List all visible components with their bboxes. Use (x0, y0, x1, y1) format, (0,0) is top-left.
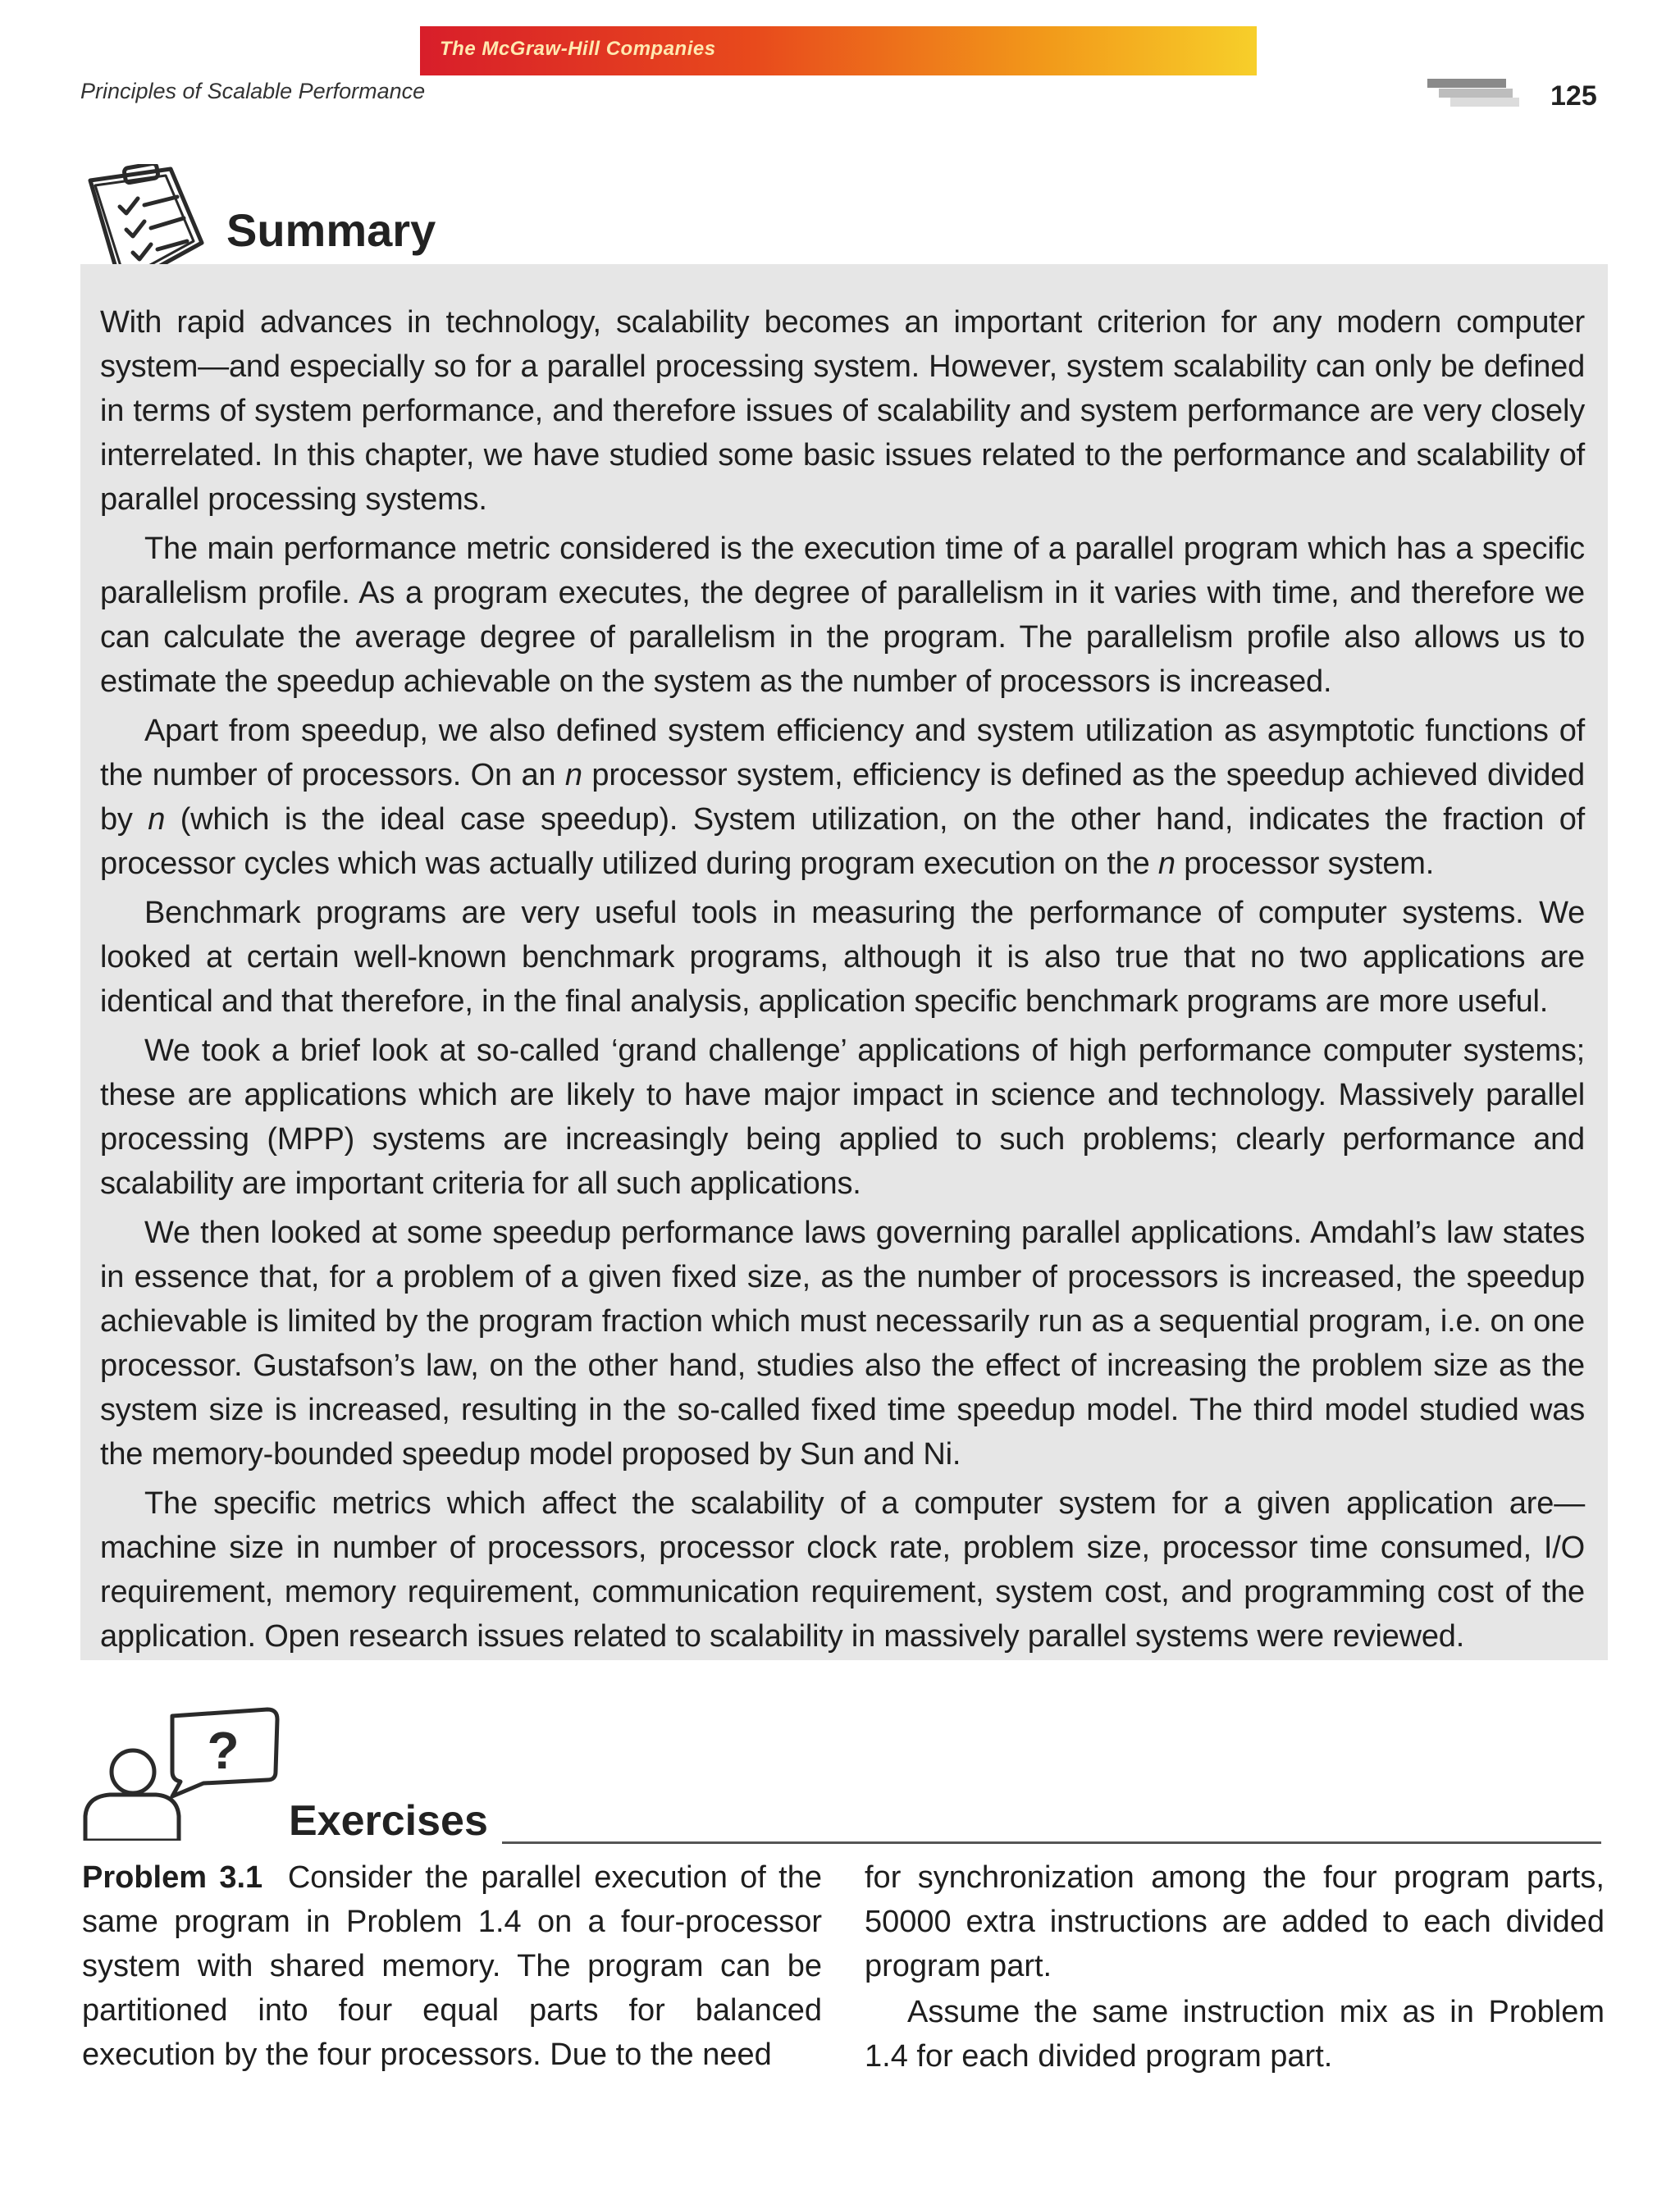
exercises-left-column (82, 1855, 822, 2079)
summary-paragraph-6: We then looked at some speedup performance laws governing parallel applications. Amdahl’s law states in essence that, for a problem of a given fixed size, as the number of processors is increased, the speedup achievable is limited by the program fraction which must necessarily run as a sequential program, i.e. on one processor. Gustafson’s law, on the other hand, studies also the effect of increasing the problem size as the system size is increased, resulting in the so-called fixed time speedup model. The third model studied was the memory-bounded speedup model proposed by Sun and Ni. (100, 1216, 1585, 1472)
summary-paragraph-1: With rapid advances in technology, scalability becomes an important criterion for any modern computer system—and especially so for a parallel processing system. However, system scalability can only be defined in terms of system performance, and therefore issues of scalability and system performance are very closely interrelated. In this chapter, we have studied some basic issues related to the performance and scalability of parallel processing systems. (100, 305, 1585, 517)
page-tab-decoration (1427, 79, 1519, 107)
summary-paragraph-2: The main performance metric considered is the execution time of a parallel program which has a specific parallelism profile. As a program executes, the degree of parallelism in it varies with time, and therefore we can calculate the average degree of parallelism in the program. The parallelism profile also allows us to estimate the speedup achievable on the system as the number of processors is increased. (100, 532, 1585, 699)
problem-label: Problem 3.1 (82, 1860, 263, 1895)
summary-paragraph-5: We took a brief look at so-called ‘grand challenge’ applications of high performance computer systems; these are applications which are likely to have major impact in science and technology. Massively parallel processing (MPP) systems are increasingly being applied to such problems; clearly performance and scalability are important criteria for all such applications. (100, 1034, 1585, 1201)
summary-heading: Summary (226, 204, 436, 256)
page-number: 125 (1550, 80, 1597, 112)
problem-3-1-assumption: Assume the same instruction mix as in Problem 1.4 for each divided program part. (865, 1995, 1605, 2074)
problem-3-1-continued: for synchronization among the four program parts, 50000 extra instructions are added to each divided program part. (865, 1860, 1605, 1983)
summary-paragraph-4: Benchmark programs are very useful tools in measuring the performance of computer systems. We looked at certain well-known benchmark programs, although it is also true that no two applications are identical and that therefore, in the final analysis, application specific benchmark programs are more useful. (100, 896, 1585, 1019)
exercises-right-column (865, 1855, 1605, 2080)
svg-text:?: ? (207, 1721, 240, 1780)
publisher-name: The McGraw-Hill Companies (440, 38, 716, 60)
problem-3-1-text: Problem 3.1 Consider the parallel execution of the same program in Problem 1.4 on a four-processor system with shared memory. The program can be partitioned into four equal parts for balanced execution by the four processors. Due to the need (82, 1860, 823, 2072)
summary-paragraph-7: The specific metrics which affect the scalability of a computer system for a given application are—machine size in number of processors, processor clock rate, problem size, processor time consumed, I/O requirement, memory requirement, communication requirement, system cost, and programming cost of the application. Open research issues related to scalability in massively parallel systems were reviewed. (100, 1486, 1585, 1654)
publisher-banner (420, 26, 1257, 75)
running-head: Principles of Scalable Performance (80, 79, 426, 103)
exercises-heading: Exercises (289, 1797, 488, 1845)
summary-box (80, 264, 1608, 1660)
summary-paragraph-3: Apart from speedup, we also defined system efficiency and system utilization as asymptotic functions of the number of processors. On an n processor system, efficiency is defined as the speedup achieved divided by n (which is the ideal case speedup). System utilization, on the other hand, indicates the fraction of processor cycles which was actually utilized during program execution on the n processor system. (100, 714, 1586, 881)
exercises-rule (502, 1841, 1601, 1844)
question-person-icon (80, 1704, 282, 1841)
